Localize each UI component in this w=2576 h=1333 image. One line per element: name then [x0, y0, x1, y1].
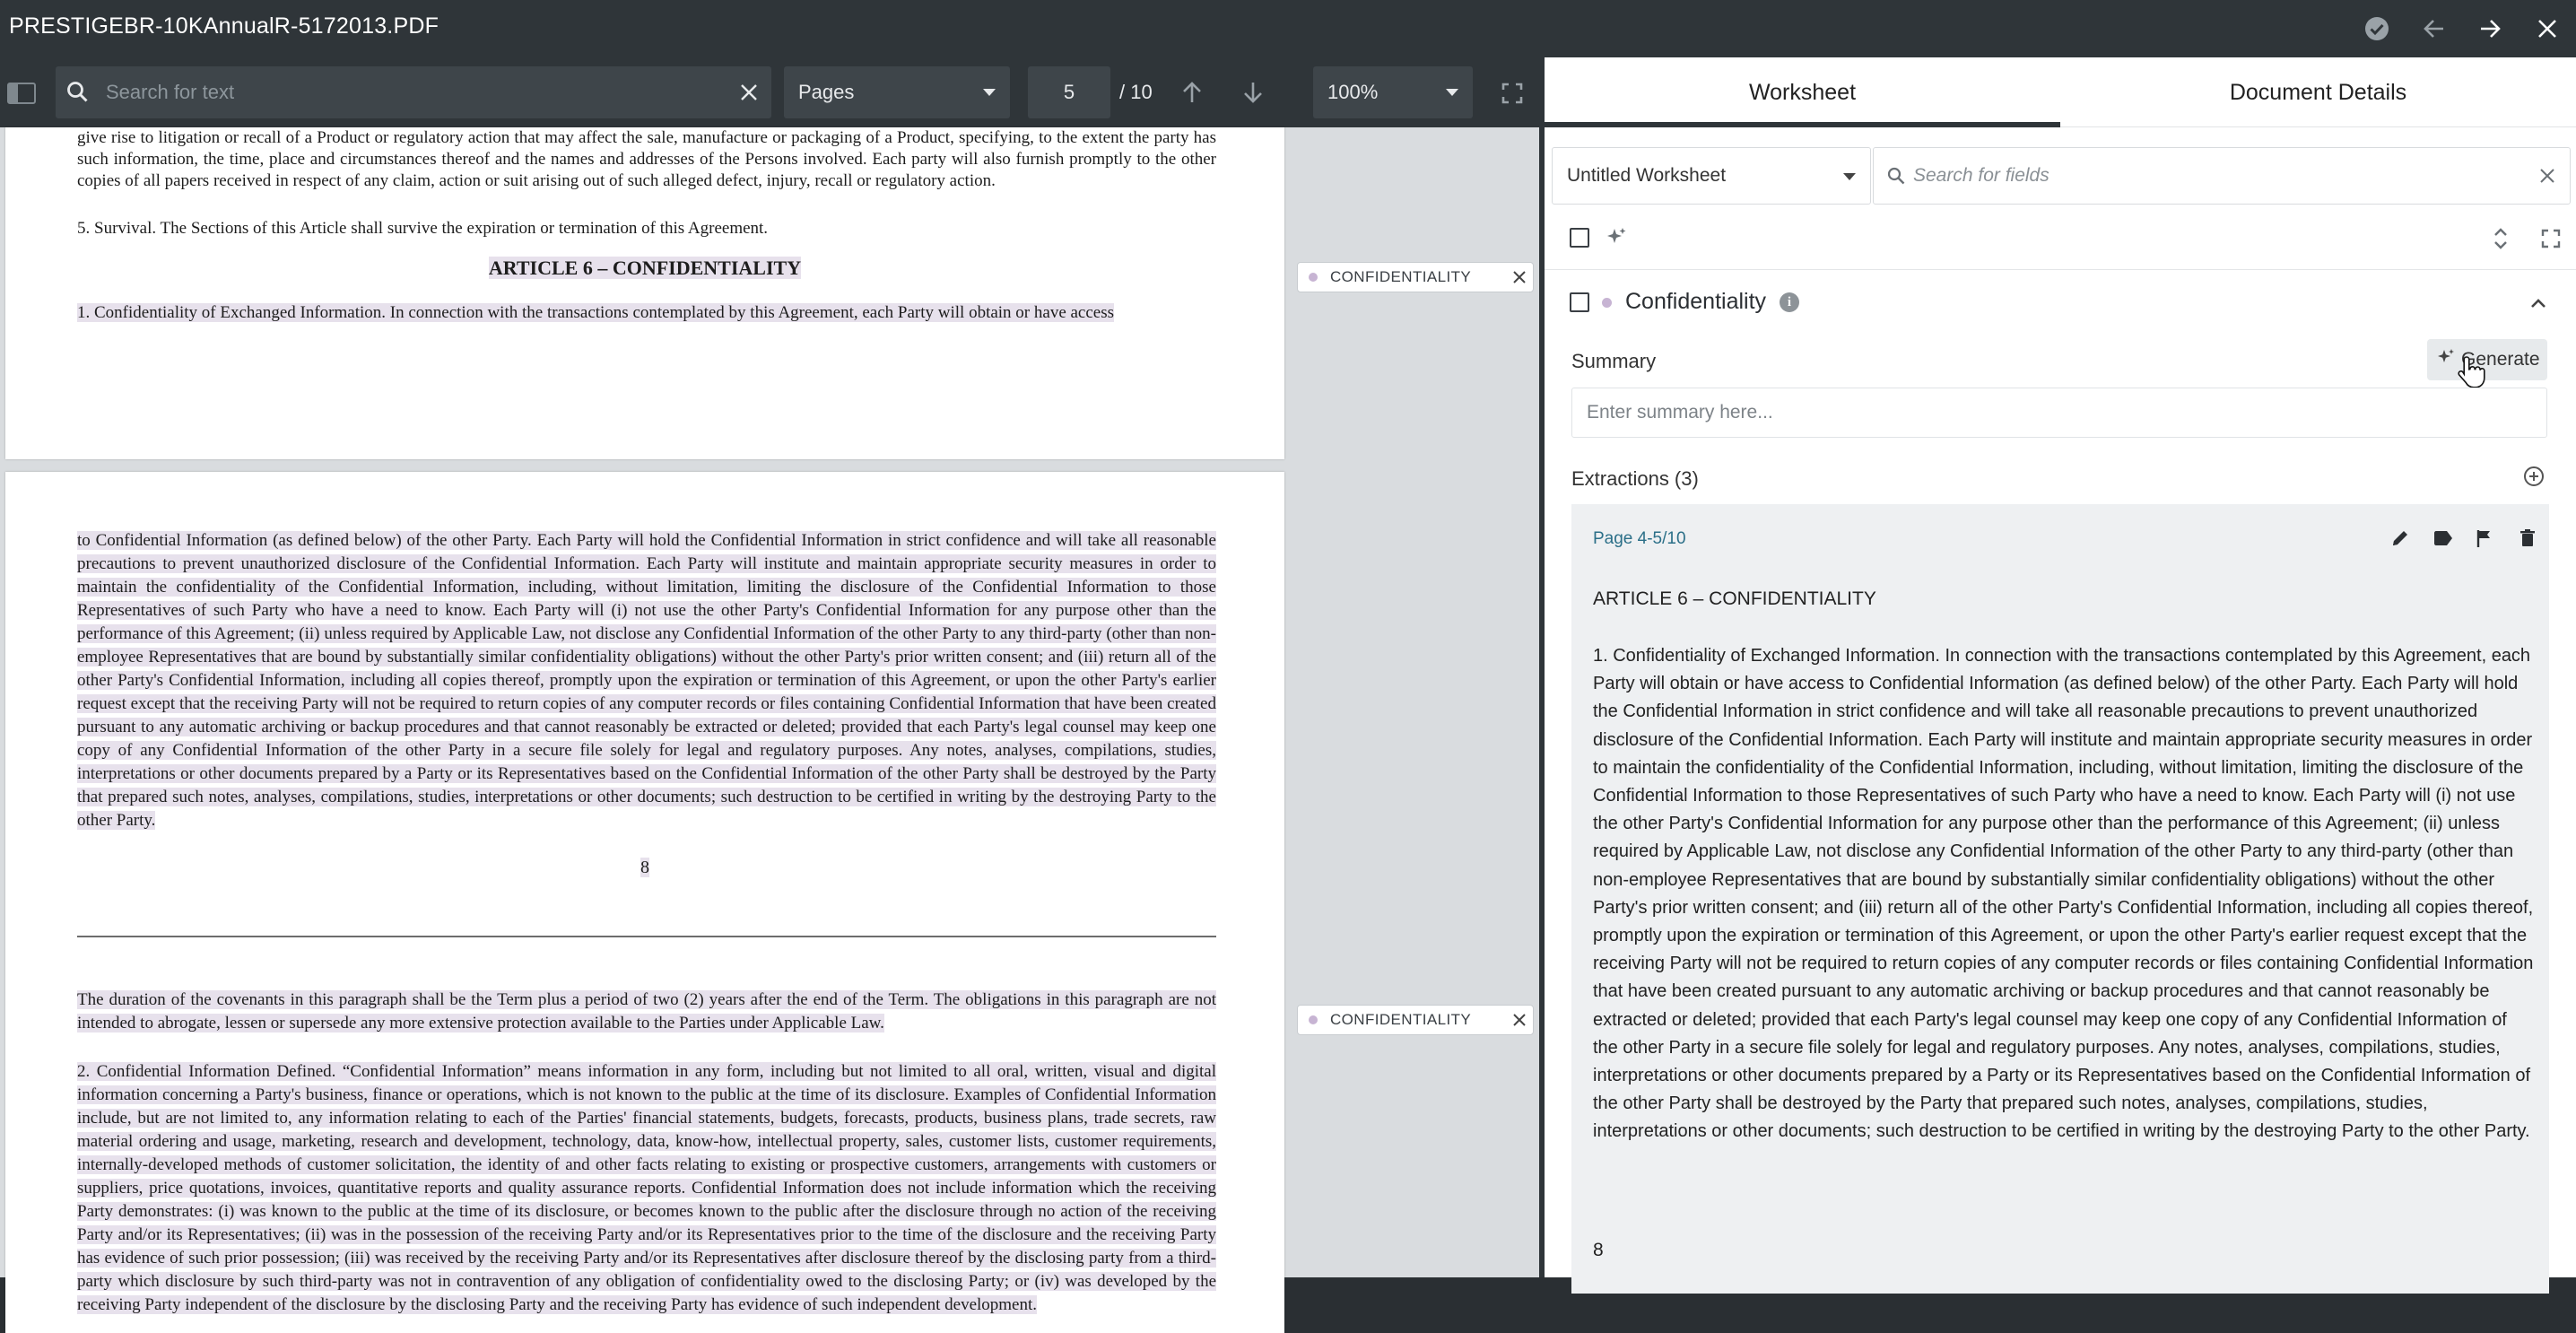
doc-paragraph [77, 127, 1216, 192]
text-search [56, 66, 771, 118]
summary-label: Summary [1571, 350, 1657, 372]
extraction-heading: ARTICLE 6 – CONFIDENTIALITY [1593, 588, 1876, 609]
pages-dropdown-value: Pages [798, 81, 855, 103]
delete-icon[interactable] [2511, 522, 2544, 554]
doc-paragraph [77, 529, 1216, 832]
info-icon[interactable]: i [1780, 292, 1799, 312]
tag-color-dot [1309, 273, 1318, 282]
edit-icon[interactable] [2384, 522, 2416, 554]
tab-document-details[interactable]: Document Details [2229, 79, 2407, 105]
worksheet-panel [1545, 57, 2576, 1277]
tag-label: CONFIDENTIALITY [1330, 1011, 1472, 1028]
title-bar [0, 0, 2576, 57]
page-total: / 10 [1119, 81, 1153, 103]
fullscreen-icon[interactable] [1493, 74, 1532, 113]
field-search [1873, 147, 2571, 205]
field-checkbox[interactable] [1570, 292, 1589, 312]
extraction-page-number: 8 [1593, 1240, 1604, 1260]
remove-tag-icon[interactable] [1506, 1006, 1533, 1033]
panel-tabs [1545, 57, 2576, 127]
flag-icon[interactable] [2468, 522, 2501, 554]
close-icon[interactable] [2528, 9, 2567, 48]
doc-paragraph-text: 2. Confidential Information Defined. “Confidential Information” means information in any form, including but not limited to all oral, written, visual and digital information concerning a Party's business, finance or operations, which is not known to the public at the time of its disclosure. Examples of Confidential Information include, but are not limited to, any information relating to each of the Parties' financial statements, budgets, forecasts, products, business plans, trade secrets, raw material ordering and usage, marketing, research and development, technology, data, know-how, intellectual property, sales, customer lists, customer requirements, internally-developed methods of customer solicitation, the identity of and other facts relating to existing or prospective customers, arrangements with customers or suppliers, price quotations, invoices, quantitative reports and quality assurance reports. Confidential Information does not include information which the receiving Party demonstrates: (i) was known to the public at the time of its disclosure, or becomes known to the public after the disclosure through no action of the receiving Party and/or its Representatives; (ii) was in the possession of the receiving Party and/or its Representatives prior to the time of the disclosure and the receiving Party has evidence of such prior possession; (iii) was received by the receiving Party and/or its Representatives after disclosure thereof by the disclosing party from a third-party which disclosure by such third-party was not in contravention of any obligation of confidentiality owed to the disclosing Party; or (iv) was developed by the receiving Party independent of the disclosure by the disclosing Party and the receiving Party has evidence of such independent development. [77, 1062, 1216, 1314]
document-viewer [0, 57, 1539, 1314]
search-icon [65, 79, 91, 110]
doc-paragraph [77, 989, 1216, 1035]
divider [1545, 269, 2576, 270]
field-search-input[interactable] [1913, 148, 2523, 204]
doc-page-number-text: 8 [640, 858, 649, 877]
worksheet-dropdown-value: Untitled Worksheet [1567, 165, 1727, 186]
next-page-icon[interactable] [1232, 72, 1274, 113]
tab-worksheet[interactable]: Worksheet [1545, 57, 2060, 127]
pages-dropdown[interactable] [784, 66, 1010, 118]
document-page [5, 472, 1284, 1333]
chevron-down-icon [983, 89, 996, 96]
tag-color-dot [1309, 1015, 1318, 1024]
chevron-down-icon [1446, 89, 1458, 96]
chevron-down-icon [1843, 173, 1856, 180]
sparkle-icon [2436, 347, 2456, 372]
extraction-card [1571, 504, 2549, 1294]
expand-collapse-icon[interactable] [2485, 222, 2517, 255]
field-color-dot [1602, 298, 1612, 308]
chevron-up-icon[interactable] [2522, 287, 2554, 319]
search-input[interactable] [106, 66, 716, 118]
article-heading [5, 257, 1284, 280]
doc-paragraph [77, 301, 1216, 325]
arrow-right-icon[interactable] [2470, 9, 2510, 48]
doc-paragraph-text: The duration of the covenants in this paragraph shall be the Term plus a period of two (2) years after the end of the Term. The obligations in this paragraph are not intended to abrogate, lessen or supersede any more extensive protection available to the Parties under Applicable Law. [77, 990, 1216, 1032]
doc-paragraph-text: to Confidential Information (as defined below) of the other Party. Each Party will hold the Confidential Information in strict confidence and will take all reasonable precautions to prevent unauthorized disclosure of the Confidential Information. Each Party will institute and maintain appropriate security measures in order to maintain the confidentiality of the Confidential Information, including, without limitation, limiting the disclosure of the Confidential Information to those Representatives of such Party who have a need to know. Each Party will (i) not use the other Party's Confidential Information for any purpose other than the performance of this Agreement; (ii) unless required by Applicable Law, not disclose any Confidential Information of the other Party to any third-party (other than non-employee Representatives that are bound by substantially similar confidentiality obligations) without the other Party's prior written consent; and (iii) return all of the other Party's Confidential Information, including all copies thereof, promptly upon the expiration or termination of this Agreement, or upon the other Party's earlier request except that the receiving Party will not be required to return copies of any computer records or files containing Confidential Information that have been created pursuant to any automatic archiving or backup procedures and that cannot reasonably be extracted or deleted; provided that each Party's legal counsel may keep one copy of any Confidential Information of the other Party in a secure file solely for legal and regulatory purposes. Any notes, analyses, compilations, studies, interpretations or other documents prepared by a Party or its Representatives based on the Confidential Information of the other Party shall be destroyed by the Party that prepared such notes, analyses, compilations, studies, interpretations or other documents; such destruction to be certified in writing by the destroying Party to the other Party. [77, 531, 1216, 830]
document-page [5, 127, 1284, 459]
doc-paragraph-text: 1. Confidentiality of Exchanged Information. In connection with the transactions contemplated by this Agreement, each Party will obtain or have access [77, 303, 1115, 322]
field-title: Confidentiality [1625, 289, 1767, 314]
extraction-text: 1. Confidentiality of Exchanged Information. In connection with the transactions contemplated by this Agreement, each Party will obtain or have access to Confidential Information (as defined below) of the other Party. Each Party will hold the Confidential Information in strict confidence and will take all reasonable precautions to prevent unauthorized disclosure of the Confidential Information. Each Party will institute and maintain appropriate security measures in order to maintain the confidentiality of the Confidential Information, including, without limitation, limiting the disclosure of the Confidential Information to those Representatives of such Party who have a need to know. Each Party will (i) not use the other Party's Confidential Information for any purpose other than the performance of this Agreement; (ii) unless required by Applicable Law, not disclose any Confidential Information of the other Party to any third-party (other than non-employee Representatives that are bound by substantially similar confidentiality obligations) without the other Party's prior written consent; and (iii) return all of the other Party's Confidential Information, including all copies thereof, promptly upon the expiration or termination of this Agreement, or upon the other Party's earlier request except that the receiving Party will not be required to return copies of any computer records or files containing Confidential Information that have been created pursuant to any automatic archiving or backup procedures and that cannot reasonably be extracted or deleted; provided that each Party's legal counsel may keep one copy of any Confidential Information of the other Party in a secure file solely for legal and regulatory purposes. Any notes, analyses, compilations, studies, interpretations or other documents prepared by a Party or its Representatives based on the Confidential Information of the other Party shall be destroyed by the Party that prepared such notes, analyses, compilations, studies, interpretations or other documents; such destruction to be certified in writing by the destroying Party to the other Party. [1593, 646, 2534, 1142]
page-divider [77, 936, 1216, 937]
doc-paragraph-text: 5. Survival. The Sections of this Article shall survive the expiration or termination of this Agreement. [77, 219, 769, 238]
clear-field-search-icon[interactable] [2532, 161, 2563, 191]
add-extraction-icon[interactable] [2522, 465, 2546, 492]
worksheet-dropdown[interactable] [1552, 147, 1871, 205]
tag-chip[interactable] [1297, 262, 1534, 292]
tag-chip[interactable] [1297, 1005, 1534, 1035]
fullscreen-icon[interactable] [2535, 222, 2567, 255]
doc-paragraph [77, 1060, 1216, 1317]
page-number-input[interactable]: 5 [1028, 66, 1110, 118]
arrow-left-icon[interactable] [2415, 9, 2454, 48]
article-heading-text: ARTICLE 6 – CONFIDENTIALITY [488, 257, 802, 279]
extractions-label: Extractions (3) [1571, 467, 1699, 490]
remove-tag-icon[interactable] [1506, 264, 1533, 291]
extraction-page-link[interactable]: Page 4-5/10 [1593, 529, 1686, 548]
doc-paragraph-text: give rise to litigation or recall of a Product or regulatory action that may affect the sale, manufacture or packaging of a Product, specifying, to the extent the party has such information, the time, place and circumstances thereof and the names and addresses of the Persons involved. Each party will also furnish promptly to the other copies of all papers received in respect of any claim, action or suit arising out of such alleged defect, injury, recall or regulatory action. [77, 128, 1216, 190]
doc-paragraph [77, 217, 1216, 240]
doc-page-number [5, 858, 1284, 878]
tag-icon[interactable] [2427, 522, 2459, 554]
previous-page-icon[interactable] [1171, 72, 1213, 113]
clear-search-icon[interactable] [734, 77, 764, 108]
zoom-value: 100% [1327, 81, 1379, 103]
check-circle-icon[interactable] [2357, 9, 2397, 48]
select-all-checkbox[interactable] [1570, 228, 1589, 248]
generate-button-label: Generate [2461, 349, 2540, 370]
generate-button[interactable] [2427, 339, 2547, 380]
zoom-dropdown[interactable] [1313, 66, 1473, 118]
summary-input[interactable] [1571, 388, 2547, 438]
search-icon [1886, 166, 1906, 190]
window-title: PRESTIGEBR-10KAnnualR-5172013.PDF [9, 13, 439, 39]
sparkle-icon[interactable] [1600, 221, 1632, 253]
viewer-toolbar [0, 57, 1539, 127]
sidebar-toggle-icon[interactable] [4, 75, 39, 111]
tag-label: CONFIDENTIALITY [1330, 268, 1472, 285]
